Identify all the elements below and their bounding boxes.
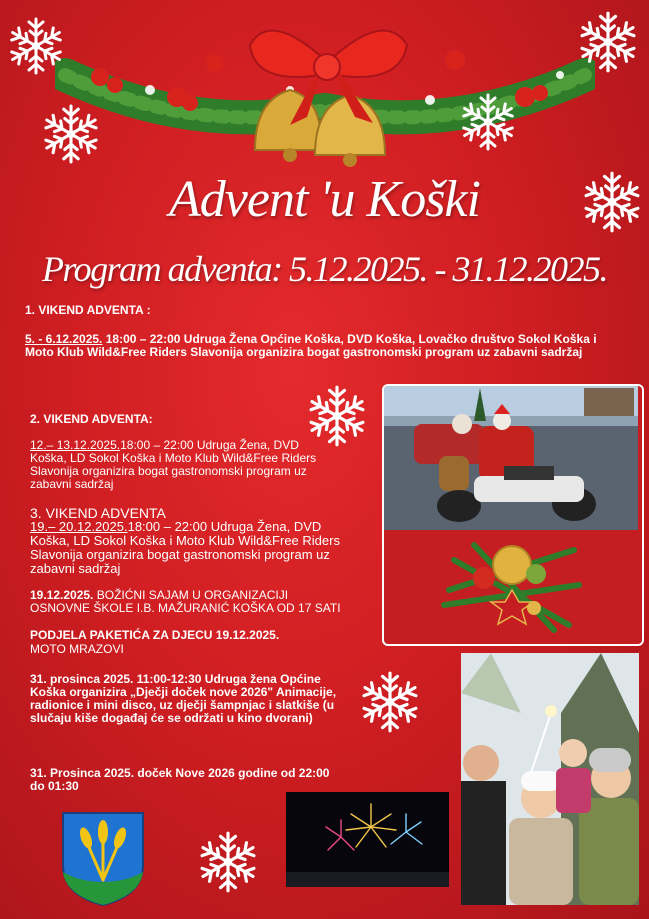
snowflake-icon: [6, 16, 66, 76]
christmas-ornament: [384, 530, 638, 642]
section2-text: 18:00 – 22:00 Udruga Žena, DVD Koška, LD Sokol Koška i Moto Klub Wild&Free Riders Slavonija organizira bogat gastronomski program uz zabavni sadržaj: [30, 438, 317, 491]
section5-body: 31. prosinca 2025. 11:00-12:30 Udruga žena Općine Koška organizira „Dječji doček nove 2026" Animacije, radionice i mini disco, uz dječji šampnjac i slatkiše (u slučaju kiše događaj će se održati u kino dvorani): [30, 672, 337, 725]
snowflake-icon: [458, 92, 518, 152]
section3-heading: 3. VIKEND ADVENTA: [30, 505, 166, 521]
santa-motorbikes-photo: [384, 386, 638, 530]
section2-heading: 2. VIKEND ADVENTA:: [30, 412, 153, 426]
snowflake-icon: [196, 830, 260, 894]
snowflake-icon: [576, 10, 640, 74]
section4-text: BOŽIĆNI SAJAM U ORGANIZACIJI OSNOVNE ŠKOLE I.B. MAŽURANIĆ KOŠKA OD 17 SATI: [30, 588, 341, 615]
section4-date: 19.12.2025.: [30, 588, 94, 602]
snowflake-icon: [40, 103, 102, 165]
section4-frost: MOTO MRAZOVI: [30, 642, 124, 656]
section1-date: 5. - 6.12.2025.: [25, 332, 103, 346]
section2-date: 12.– 13.12.2025.: [30, 438, 121, 452]
coat-of-arms: [60, 810, 146, 908]
fireworks-photo: [286, 792, 449, 887]
section3-text: 18:00 – 22:00 Udruga Žena, DVD Koška, LD Sokol Koška i Moto Klub Wild&Free Riders Slavonija organizira bogat gastronomski program uz zabavni sadržaj: [30, 519, 340, 576]
section1-heading: 1. VIKEND ADVENTA :: [25, 303, 151, 317]
section4-body: [30, 589, 345, 615]
section1-text: 18:00 – 22:00 Udruga Žena Općine Koška, DVD Koška, Lovačko društvo Sokol Koška i Moto Klub Wild&Free Riders Slavonija organizira bogat gastronomski program uz zabavni sadržaj: [25, 332, 597, 359]
section3-date: 19.– 20.12.2025.: [30, 519, 128, 534]
page-title: Advent 'u Koški: [169, 171, 480, 228]
children-sparklers-photo: [461, 653, 639, 905]
section2-body: [30, 439, 330, 491]
section4-packages: PODJELA PAKETIĆA ZA DJECU 19.12.2025.: [30, 628, 280, 642]
photo-frame: [382, 384, 644, 646]
section1-body: [25, 333, 605, 359]
snowflake-icon: [358, 670, 422, 734]
section3-body: [30, 520, 345, 576]
page-subtitle: Program adventa: 5.12.2025. - 31.12.2025.: [41, 249, 608, 289]
section6-body: 31. Prosinca 2025. doček Nove 2026 godine od 22:00 do 01:30: [30, 766, 330, 793]
